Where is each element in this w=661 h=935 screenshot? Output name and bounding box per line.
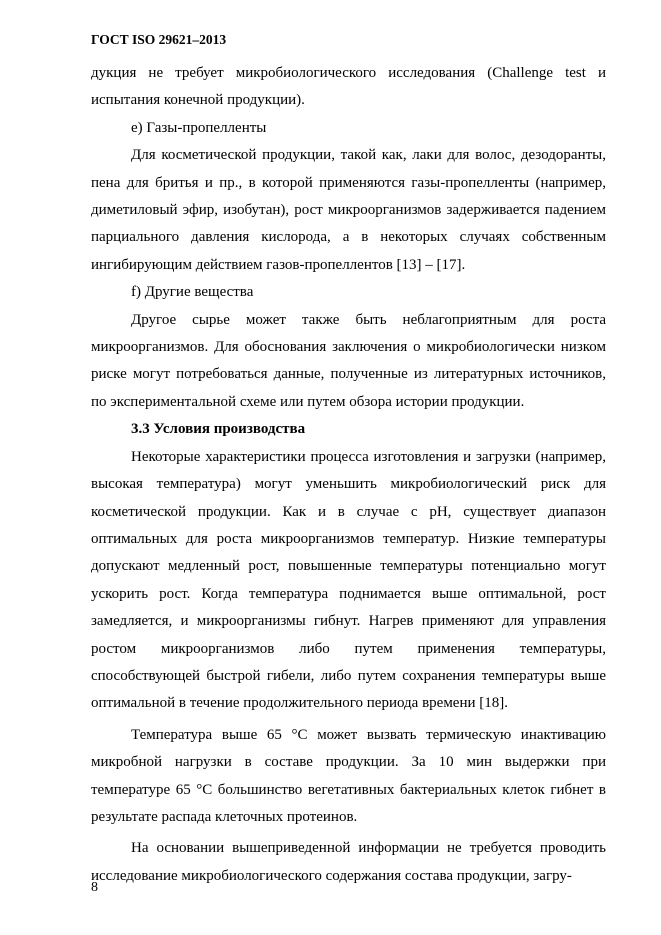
item-e-title: е) Газы-пропелленты [131, 119, 267, 136]
document-body [91, 60, 606, 890]
page-number: 8 [91, 880, 98, 895]
section-heading: 3.3 Условия производства [131, 421, 306, 438]
section-paragraph-3: На основании вышеприведенной информации не требуется проводить исследование микробиологического содержания состава продукции, загру- [91, 840, 606, 884]
section-paragraph-1: Некоторые характеристики процесса изготовления и загрузки (например, высокая температура) могут уменьшить микробиологический риск для косметической продукции. Как и в случае с pH, существует диапазон оптимальных для роста микроорганизмов температур. Низкие температуры допускают медленный рост, повышенные температуры потенциально могут ускорить рост. Когда температура поднимается выше оптимальной, рост замедляется, и микроорганизмы гибнут. Нагрев применяют для управления ростом микроорганизмов либо путем применения температуры, способствующей быстрой гибели, либо путем сохранения температуры выше оптимальной в течение продолжительного периода времени [18]. [91, 448, 606, 712]
section-paragraph-2: Температура выше 65 °С может вызвать термическую инактивацию микробной нагрузки в составе продукции. За 10 мин выдержки при температуре 65 °С большинство вегетативных бактериальных клеток гибнет в результате распада клеточных протеинов. [91, 726, 606, 825]
continued-paragraph: дукция не требует микробиологического исследования (Challenge test и испытания конечной продукции). [91, 65, 606, 109]
document-header: ГОСТ ISO 29621–2013 [91, 32, 227, 47]
item-f-paragraph: Другое сырье может также быть неблагоприятным для роста микроорганизмов. Для обоснования заключения о микробиологически низком риске могут потребоваться данные, полученные из литературных источников, по экспериментальной схеме или путем обзора истории продукции. [91, 311, 606, 410]
item-e-paragraph: Для косметической продукции, такой как, лаки для волос, дезодоранты, пена для бритья и пр., в которой применяются газы-пропелленты (например, диметиловый эфир, изобутан), рост микроорганизмов задерживается падением парциального давления кислорода, а в некоторых случаях собственным ингибирующим действием газов-пропеллентов [13] – [17]. [91, 147, 606, 273]
item-f-title: f) Другие вещества [131, 284, 254, 301]
